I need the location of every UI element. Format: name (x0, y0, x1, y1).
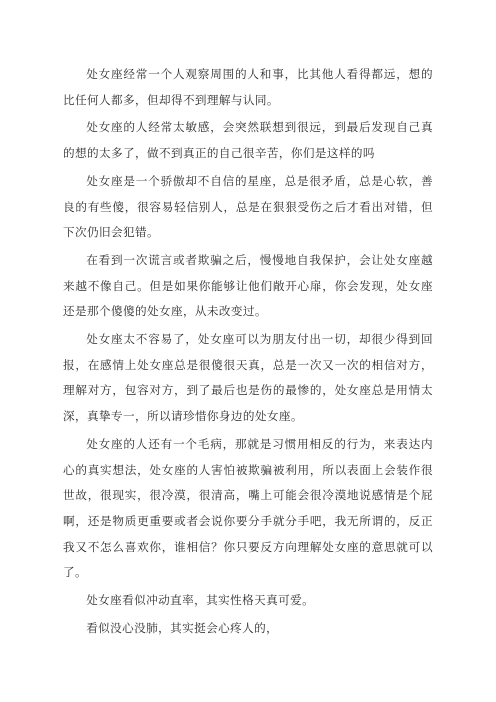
paragraph-4: 在看到一次谎言或者欺骗之后，慢慢地自我保护，会让处女座越来越不像自己。但是如果你能够让他们敞开心扉，你会发现，处女座还是那个傻傻的处女座，从未改变过。 (63, 252, 433, 319)
paragraph-2: 处女座的人经常太敏感，会突然联想到很远，到最后发现自己真的想的太多了，做不到真正的自己很辛苦，你们是这样的吗 (63, 120, 433, 161)
paragraph-8: 看似没心没肺，其实挺会心疼人的， (86, 620, 279, 635)
paragraph-1: 处女座经常一个人观察周围的人和事，比其他人看得都远，想的比任何人都多，但却得不到理解与认同。 (63, 67, 433, 107)
paragraph-6: 处女座的人还有一个毛病，那就是习惯用相反的行为，来表达内心的真实想法，处女座的人害怕被欺骗被利用，所以表面上会装作很世故，很现实，很冷漠，很清高，嘴上可能会很冷漠地说感情是个屁啊，还是物质更重要或者会说你要分手就分手吧，我无所谓的，反正我又不怎么喜欢你，谁相信？你只要反方向理解处女座的意思就可以了。 (63, 436, 433, 580)
paragraph-5: 处女座太不容易了，处女座可以为朋友付出一切，却很少得到回报，在感情上处女座总是很傻很天真，总是一次又一次的相信对方，理解对方，包容对方，到了最后也是伤的最惨的，处女座总是用情太深，真挚专一，所以请珍惜你身边的处女座。 (63, 332, 433, 424)
paragraph-7: 处女座看似冲动直率，其实性格天真可爱。 (86, 593, 315, 608)
document-body (63, 62, 433, 643)
paragraph-3: 处女座是一个骄傲却不自信的星座，总是很矛盾，总是心软，善良的有些傻，很容易轻信别人，总是在狠狠受伤之后才看出对错，但下次仍旧会犯错。 (63, 173, 433, 240)
